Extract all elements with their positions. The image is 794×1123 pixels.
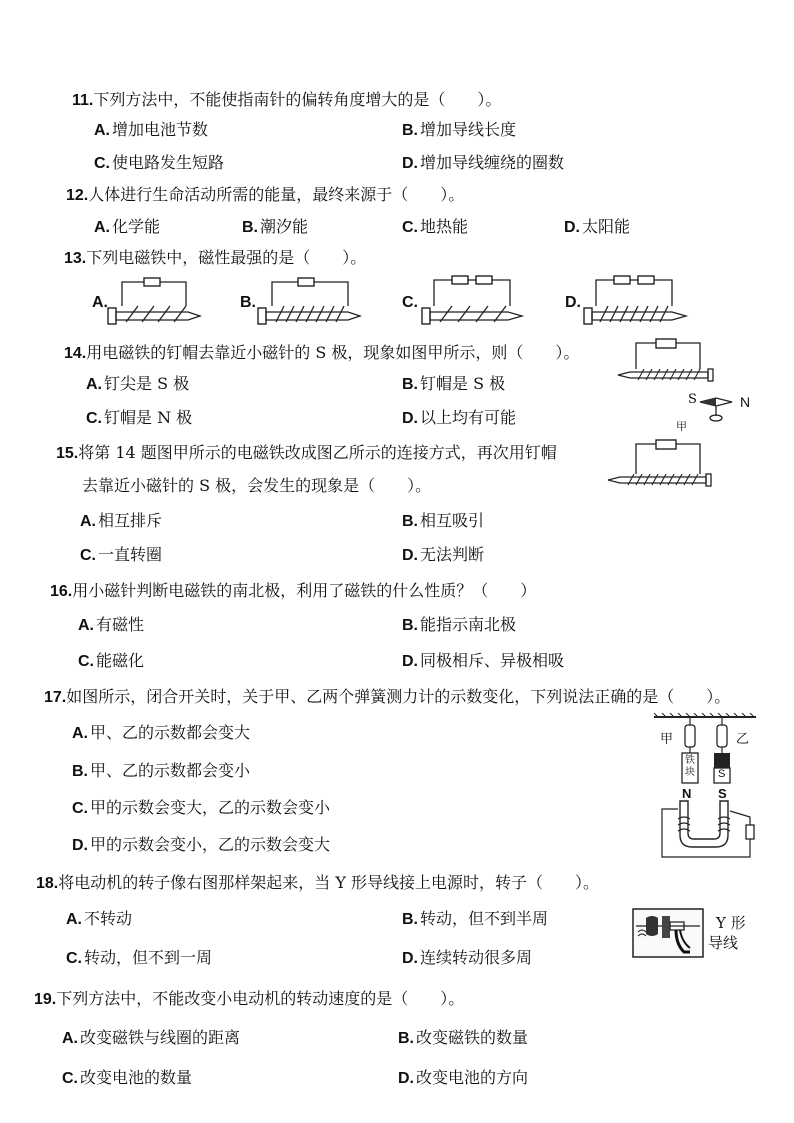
option-a[interactable]: A. 钉尖是 S 极 xyxy=(86,374,190,393)
option-b[interactable]: B. 转动，但不到半周 xyxy=(402,909,549,928)
option-d[interactable]: D. 无法判断 xyxy=(402,545,485,564)
y-wire-label-line1: Y 形 xyxy=(716,914,746,932)
option-b[interactable]: B. 甲、乙的示数都会变小 xyxy=(72,761,251,780)
option-c[interactable]: C. 一直转圈 xyxy=(80,545,163,564)
question-16 xyxy=(50,581,536,602)
question-14 xyxy=(64,343,579,364)
needle-n-label: N xyxy=(740,394,751,410)
question-19 xyxy=(34,989,464,1010)
figure-yi-electromagnet xyxy=(606,436,722,492)
question-text: 用电磁铁的钉帽去靠近小磁针的 S 极，现象如图甲所示，则（ ）。 xyxy=(86,343,580,362)
scale-right-label: 乙 xyxy=(736,732,750,747)
question-number: 17. xyxy=(44,689,67,706)
question-text: 下列方法中，不能改变小电动机的转动速度的是（ ）。 xyxy=(56,989,465,1008)
option-b[interactable]: B. 相互吸引 xyxy=(402,511,485,530)
option-a[interactable]: A. 增加电池节数 xyxy=(94,120,209,139)
question-number: 19. xyxy=(34,991,57,1008)
option-d[interactable]: D. 改变电池的方向 xyxy=(398,1068,529,1087)
question-17 xyxy=(44,687,730,708)
question-number: 18. xyxy=(36,875,59,892)
pole-s-label: S xyxy=(718,786,727,801)
option-c[interactable]: C. 改变电池的数量 xyxy=(62,1068,193,1087)
question-number: 16. xyxy=(50,583,73,600)
electromagnet-figure-b xyxy=(254,276,364,332)
option-a[interactable]: A. 相互排斥 xyxy=(80,511,163,530)
question-text: 将第 14 题图甲所示的电磁铁改成图乙所示的连接方式，再次用钉帽 xyxy=(78,443,557,462)
iron-block-label: 铁块 xyxy=(685,755,695,778)
scale-left-label: 甲 xyxy=(660,732,674,747)
option-c[interactable]: C. 能磁化 xyxy=(78,651,145,670)
figure-jia-electromagnet xyxy=(616,335,726,387)
question-18 xyxy=(36,873,599,894)
question-number: 13. xyxy=(64,250,87,267)
compass-needle xyxy=(692,390,740,424)
option-d[interactable]: D. 增加导线缠绕的圈数 xyxy=(402,153,565,172)
option-a[interactable]: A. 甲、乙的示数都会变大 xyxy=(72,723,251,742)
question-number: 15. xyxy=(56,445,79,462)
electromagnet-figure-c xyxy=(418,274,530,332)
option-b[interactable]: B. 增加导线长度 xyxy=(402,120,517,139)
electromagnet-figure-a xyxy=(104,276,204,332)
option-a[interactable]: A. 化学能 xyxy=(94,217,161,236)
option-a[interactable]: A. 不转动 xyxy=(66,909,133,928)
option-a[interactable]: A. 有磁性 xyxy=(78,615,145,634)
option-d[interactable]: D. 以上均有可能 xyxy=(402,408,517,427)
question-number: 14. xyxy=(64,345,87,362)
magnet-s-label: S xyxy=(718,768,726,780)
question-text: 下列电磁铁中，磁性最强的是（ ）。 xyxy=(86,248,367,267)
option-c[interactable]: C. 使电路发生短路 xyxy=(94,153,225,172)
question-number: 11. xyxy=(72,92,94,109)
option-d[interactable]: D. 连续转动很多周 xyxy=(402,948,533,967)
option-d[interactable]: D. 甲的示数会变小，乙的示数会变大 xyxy=(72,835,331,854)
question-text: 人体进行生命活动所需的能量，最终来源于（ ）。 xyxy=(88,185,465,204)
question-text: 如图所示，闭合开关时，关于甲、乙两个弹簧测力计的示数变化，下列说法正确的是（ ）。 xyxy=(66,687,731,706)
option-b[interactable]: B. 改变磁铁的数量 xyxy=(398,1028,529,1047)
question-15-continued xyxy=(82,476,431,496)
option-c[interactable]: C. 转动，但不到一周 xyxy=(66,948,213,967)
option-d[interactable]: D. 太阳能 xyxy=(564,217,631,236)
option-c[interactable]: C. 甲的示数会变大，乙的示数会变小 xyxy=(72,798,331,817)
question-text: 去靠近小磁针的 S 极，会发生的现象是（ ）。 xyxy=(82,476,432,495)
option-c[interactable]: C. 钉帽是 N 极 xyxy=(86,408,193,427)
question-text: 下列方法中，不能使指南针的偏转角度增大的是（ ）。 xyxy=(93,90,502,109)
figure-label-jia: 甲 xyxy=(676,420,687,433)
question-number: 12. xyxy=(66,187,89,204)
option-b[interactable]: B. 钉帽是 S 极 xyxy=(402,374,506,393)
motor-rotor-figure xyxy=(632,908,704,958)
question-12 xyxy=(66,185,464,206)
option-b[interactable]: B. xyxy=(240,294,256,311)
option-d[interactable]: D. xyxy=(565,294,581,311)
y-wire-label-line2: 导线 xyxy=(708,934,739,952)
pole-n-label: N xyxy=(682,786,692,801)
question-text: 用小磁针判断电磁铁的南北极，利用了磁铁的什么性质？（ ） xyxy=(72,581,537,600)
question-13 xyxy=(64,248,366,269)
option-c[interactable]: C. 地热能 xyxy=(402,217,469,236)
option-b[interactable]: B. 潮汐能 xyxy=(242,217,309,236)
option-b[interactable]: B. 能指示南北极 xyxy=(402,615,517,634)
option-a[interactable]: A. 改变磁铁与线圈的距离 xyxy=(62,1028,241,1047)
option-d[interactable]: D. 同极相斥、异极相吸 xyxy=(402,651,565,670)
electromagnet-figure-d xyxy=(580,274,692,332)
question-text: 将电动机的转子像右图那样架起来，当 Y 形导线接上电源时，转子（ ）。 xyxy=(58,873,599,892)
question-15 xyxy=(56,443,557,464)
option-c[interactable]: C. xyxy=(402,294,418,311)
needle-s-label: S xyxy=(688,392,697,407)
option-a[interactable]: A. xyxy=(92,294,108,311)
question-11 xyxy=(72,90,501,111)
